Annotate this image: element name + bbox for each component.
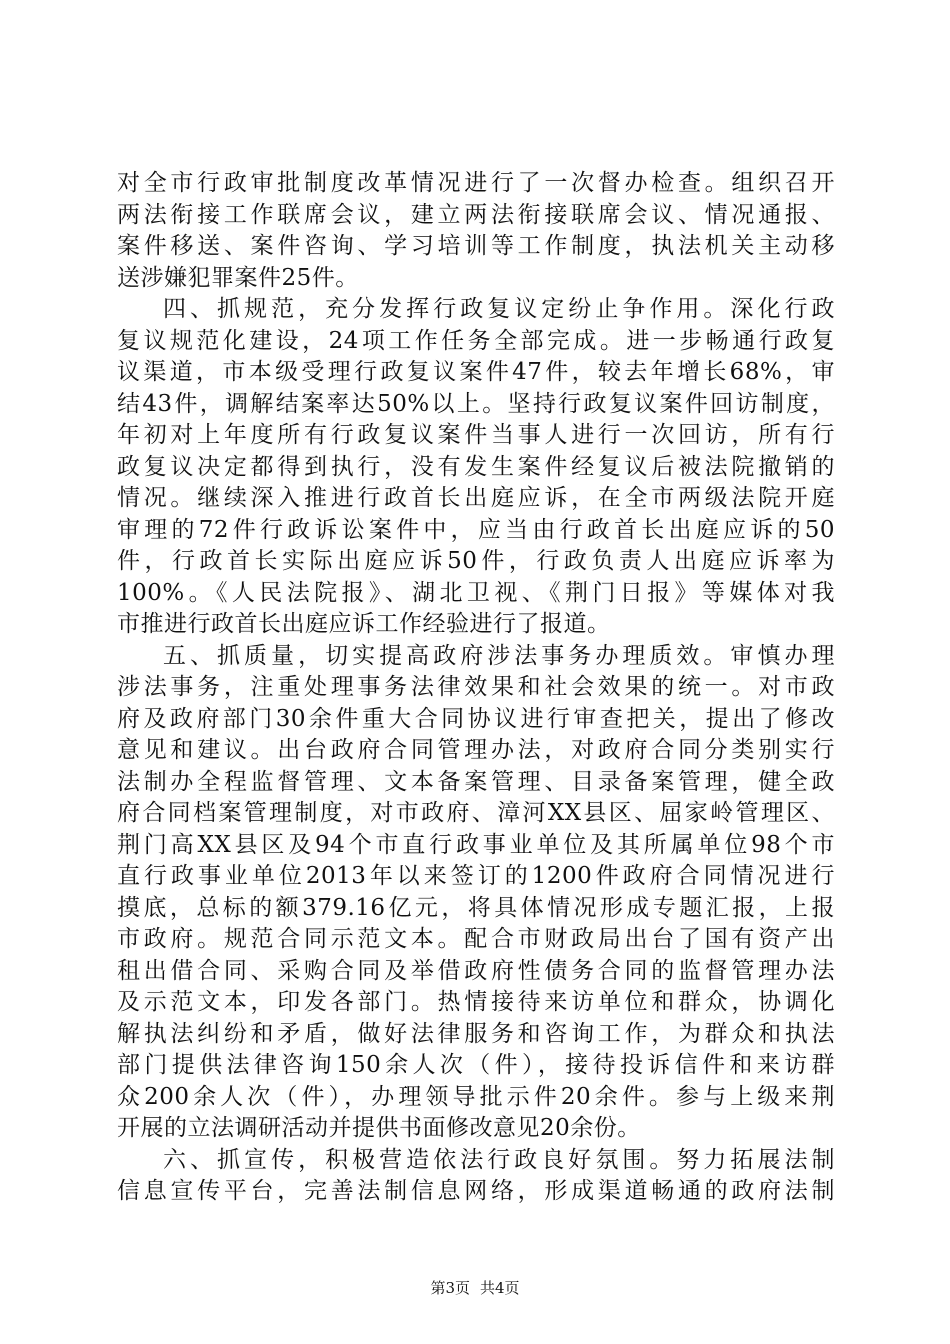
- text-line: 涉法事务，注重处理事务法律效果和社会效果的统一。对市政: [117, 674, 835, 700]
- text-line: 四、抓规范，充分发挥行政复议定纷止争作用。深化行政: [163, 296, 835, 322]
- text-line: 议渠道，市本级受理行政复议案件47件，较去年增长68%，审: [117, 359, 835, 385]
- text-line: 复议规范化建设，24项工作任务全部完成。进一步畅通行政复: [117, 327, 835, 354]
- text-line: 部门提供法律咨询150余人次（件），接待投诉信件和来访群: [117, 1052, 835, 1078]
- text-line: 年初对上年度所有行政复议案件当事人进行一次回访，所有行: [117, 422, 835, 448]
- text-line: 意见和建议。出台政府合同管理办法，对政府合同分类别实行: [117, 737, 835, 763]
- text-line: 直行政事业单位2013年以来签订的1200件政府合同情况进行: [117, 863, 835, 889]
- document-body: [117, 168, 835, 1208]
- text-line: 审理的72件行政诉讼案件中，应当由行政首长出庭应诉的50: [117, 516, 835, 543]
- text-line: 市推进行政首长出庭应诉工作经验进行了报道。: [117, 611, 611, 637]
- text-line: 信息宣传平台，完善法制信息网络，形成渠道畅通的政府法制: [117, 1178, 835, 1204]
- text-line: 租出借合同、采购合同及举借政府性债务合同的监督管理办法: [117, 957, 835, 984]
- text-line: 众200余人次（件），办理领导批示件20余件。参与上级来荆: [117, 1083, 835, 1110]
- text-line: 法制办全程监督管理、文本备案管理、目录备案管理，健全政: [117, 768, 835, 795]
- page-number: 第3页: [430, 1279, 470, 1297]
- text-line: 两法衔接工作联席会议，建立两法衔接联席会议、情况通报、: [117, 201, 835, 228]
- text-line: 解执法纠纷和矛盾，做好法律服务和咨询工作，为群众和执法: [117, 1020, 835, 1047]
- total-pages: 共4页: [480, 1279, 520, 1297]
- page-footer: [0, 1278, 950, 1298]
- text-line: 府及政府部门30余件重大合同协议进行审查把关，提出了修改: [117, 705, 835, 732]
- text-line: 情况。继续深入推进行政首长出庭应诉，在全市两级法院开庭: [117, 485, 835, 511]
- text-line: 市政府。规范合同示范文本。配合市财政局出台了国有资产出: [117, 926, 835, 952]
- text-line: 开展的立法调研活动并提供书面修改意见20余份。: [117, 1115, 641, 1141]
- text-line: 摸底，总标的额379.16亿元，将具体情况形成专题汇报，上报: [117, 894, 835, 921]
- text-line: 六、抓宣传，积极营造依法行政良好氛围。努力拓展法制: [163, 1146, 835, 1173]
- text-line: 案件移送、案件咨询、学习培训等工作制度，执法机关主动移: [117, 233, 835, 259]
- text-line: 送涉嫌犯罪案件25件。: [117, 264, 359, 291]
- text-line: 100%。《人民法院报》、湖北卫视、《荆门日报》等媒体对我: [117, 579, 835, 606]
- text-line: 结43件，调解结案率达50%以上。坚持行政复议案件回访制度，: [117, 390, 835, 417]
- text-line: 政复议决定都得到执行，没有发生案件经复议后被法院撤销的: [117, 453, 835, 480]
- text-line: 对全市行政审批制度改革情况进行了一次督办检查。组织召开: [117, 170, 835, 196]
- text-line: 及示范文本，印发各部门。热情接待来访单位和群众，协调化: [117, 989, 835, 1015]
- text-line: 府合同档案管理制度，对市政府、漳河XX县区、屈家岭管理区、: [117, 800, 835, 826]
- text-line: 件，行政首长实际出庭应诉50件，行政负责人出庭应诉率为: [117, 548, 835, 574]
- text-line: 五、抓质量，切实提高政府涉法事务办理质效。审慎办理: [163, 642, 835, 669]
- text-line: 荆门高XX县区及94个市直行政事业单位及其所属单位98个市: [117, 831, 835, 858]
